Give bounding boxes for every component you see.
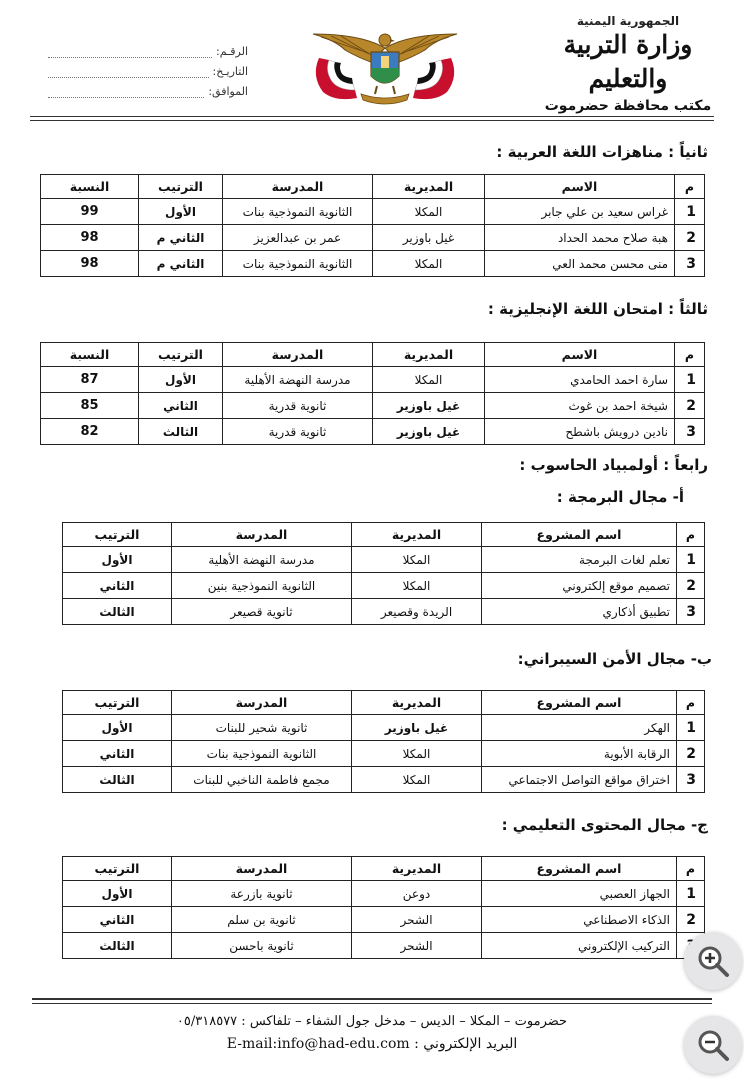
student-name: هبة صلاح محمد الحداد: [485, 225, 675, 251]
republic-name: الجمهورية اليمنية: [576, 14, 680, 28]
row-index: 3: [675, 251, 705, 277]
school: ثانوية بازرعة: [172, 881, 352, 907]
student-name: منى محسن محمد العي: [485, 251, 675, 277]
corresponding-field: الموافق :: [48, 78, 248, 98]
percentage: 98: [41, 251, 139, 277]
school: الثانوية النموذجية بنين: [172, 573, 352, 599]
reference-fields: [48, 38, 248, 98]
col-header: المدرسة: [172, 523, 352, 547]
english-results-table: [40, 342, 705, 445]
footer-address: حضرموت – المكلا – الديس – مدخل جول الشفاء – تلفاكس : ٠٥/٣١٨٥٧٧: [176, 1014, 568, 1029]
col-header: المدرسة: [172, 691, 352, 715]
date-label: التاريـخ: [216, 65, 248, 78]
row-index: 1: [675, 367, 705, 393]
directorate: المكلا: [352, 767, 482, 793]
col-header: النسبة: [41, 175, 139, 199]
rank: الثاني: [139, 393, 223, 419]
rank: الثالث: [139, 419, 223, 445]
directorate: المكلا: [352, 741, 482, 767]
percentage: 85: [41, 393, 139, 419]
directorate: المكلا: [352, 547, 482, 573]
col-header: الاسم: [485, 343, 675, 367]
school: الثانوية النموذجية بنات: [223, 199, 373, 225]
col-header: م: [677, 523, 705, 547]
project-name: الهكر: [482, 715, 677, 741]
school: مدرسة النهضة الأهلية: [223, 367, 373, 393]
col-header: المدرسة: [223, 343, 373, 367]
zoom-out-icon: [693, 1025, 733, 1065]
project-name: اختراق مواقع التواصل الاجتماعي: [482, 767, 677, 793]
table-header-row: [63, 691, 705, 715]
footer-email-label: البريد الإلكتروني :: [414, 1036, 518, 1052]
school: الثانوية النموذجية بنات: [172, 741, 352, 767]
project-name: الجهاز العصبي: [482, 881, 677, 907]
computer-section-title: رابعاً : أولمبياد الحاسوب :: [519, 456, 708, 474]
table-row: [63, 767, 705, 793]
percentage: 98: [41, 225, 139, 251]
row-index: 2: [677, 741, 705, 767]
col-header: الترتيب: [63, 523, 172, 547]
row-index: 1: [675, 199, 705, 225]
percentage: 87: [41, 367, 139, 393]
directorate: المكلا: [352, 573, 482, 599]
arabic-section-title: ثانياً : مناهزات اللغة العربية :: [496, 143, 708, 161]
col-header: الترتيب: [139, 175, 223, 199]
col-header: المدرسة: [223, 175, 373, 199]
col-header: المديرية: [352, 857, 482, 881]
col-header: الاسم: [485, 175, 675, 199]
rank: الأول: [63, 715, 172, 741]
table-row: [63, 715, 705, 741]
col-header: المديرية: [373, 343, 485, 367]
footer-email-line: [0, 1036, 744, 1052]
row-index: 2: [675, 393, 705, 419]
rank: الثاني م: [139, 251, 223, 277]
table-row: [63, 741, 705, 767]
row-index: 1: [677, 547, 705, 573]
school: مجمع فاطمة الناخبي للبنات: [172, 767, 352, 793]
zoom-in-icon: [693, 941, 733, 981]
project-name: تطبيق أذكاري: [482, 599, 677, 625]
project-name: الرقابة الأبوية: [482, 741, 677, 767]
project-name: التركيب الإلكتروني: [482, 933, 677, 959]
col-header: اسم المشروع: [482, 691, 677, 715]
col-header: المديرية: [352, 691, 482, 715]
cyber-subsection-title: ب- مجال الأمن السيبراني:: [517, 650, 712, 668]
col-header: اسم المشروع: [482, 523, 677, 547]
table-row: [41, 199, 705, 225]
school: مدرسة النهضة الأهلية: [172, 547, 352, 573]
col-header: المديرية: [352, 523, 482, 547]
cyber-results-table: [62, 690, 705, 793]
table-row: [41, 251, 705, 277]
col-header: م: [675, 175, 705, 199]
percentage: 99: [41, 199, 139, 225]
directorate: غيل باوزير: [373, 225, 485, 251]
table-row: [63, 907, 705, 933]
ref-number-label: الرقـم: [219, 45, 248, 58]
directorate: الشحر: [352, 933, 482, 959]
school: الثانوية النموذجية بنات: [223, 251, 373, 277]
col-header: المديرية: [373, 175, 485, 199]
row-index: 3: [677, 767, 705, 793]
student-name: نادين درويش باشطح: [485, 419, 675, 445]
student-name: شيخة احمد بن غوث: [485, 393, 675, 419]
directorate: غيل باوزير: [373, 419, 485, 445]
school: ثانوية قدرية: [223, 419, 373, 445]
table-row: [41, 393, 705, 419]
programming-results-table: [62, 522, 705, 625]
directorate: المكلا: [373, 367, 485, 393]
row-index: 2: [677, 573, 705, 599]
directorate: الشحر: [352, 907, 482, 933]
col-header: الترتيب: [63, 691, 172, 715]
english-section-title: ثالثاً : امتحان اللغة الإنجليزية :: [487, 300, 708, 318]
table-row: [41, 367, 705, 393]
rank: الأول: [63, 881, 172, 907]
corresponding-label: الموافق: [212, 85, 248, 98]
footer-email: E-mail:info@had-edu.com: [226, 1036, 410, 1052]
percentage: 82: [41, 419, 139, 445]
table-header-row: [63, 523, 705, 547]
header-divider-thin: [30, 120, 714, 121]
rank: الثاني: [63, 573, 172, 599]
col-header: اسم المشروع: [482, 857, 677, 881]
school: ثانوية شحير للبنات: [172, 715, 352, 741]
row-index: 1: [677, 881, 705, 907]
table-row: [63, 881, 705, 907]
content-subsection-title: ج- مجال المحتوى التعليمي :: [501, 816, 708, 834]
table-row: [63, 573, 705, 599]
student-name: سارة احمد الحامدي: [485, 367, 675, 393]
rank: الثالث: [63, 767, 172, 793]
ref-number-field: الرقـم :: [48, 38, 248, 58]
col-header: م: [677, 691, 705, 715]
student-name: غراس سعيد بن علي جابر: [485, 199, 675, 225]
row-index: 2: [677, 907, 705, 933]
zoom-in-button[interactable]: [684, 932, 742, 990]
col-header: النسبة: [41, 343, 139, 367]
table-header-row: [63, 857, 705, 881]
footer-divider: [32, 998, 712, 1000]
directorate: غيل باوزير: [373, 393, 485, 419]
office-name: مكتب محافظة حضرموت: [544, 98, 712, 114]
programming-subsection-title: أ- مجال البرمجة :: [556, 488, 684, 506]
ministry-header: [528, 14, 728, 114]
rank: الأول: [139, 367, 223, 393]
row-index: 3: [677, 599, 705, 625]
table-row: [41, 419, 705, 445]
rank: الثاني: [63, 907, 172, 933]
directorate: المكلا: [373, 199, 485, 225]
table-row: [63, 933, 705, 959]
school: ثانوية قدرية: [223, 393, 373, 419]
col-header: المدرسة: [172, 857, 352, 881]
col-header: م: [677, 857, 705, 881]
col-header: الترتيب: [63, 857, 172, 881]
table-header-row: [41, 175, 705, 199]
rank: الثاني: [63, 741, 172, 767]
ministry-name: وزارة التربية والتعليم: [563, 30, 693, 93]
rank: الثالث: [63, 933, 172, 959]
footer-divider-thin: [32, 1003, 712, 1004]
table-row: [41, 225, 705, 251]
row-index: 1: [677, 715, 705, 741]
directorate: دوعن: [352, 881, 482, 907]
directorate: الريدة وقصيعر: [352, 599, 482, 625]
table-row: [63, 599, 705, 625]
header-divider: [30, 116, 714, 117]
rank: الأول: [63, 547, 172, 573]
table-row: [63, 547, 705, 573]
content-results-table: [62, 856, 705, 959]
row-index: 2: [675, 225, 705, 251]
yemen-emblem-icon: [305, 28, 465, 110]
directorate: غيل باوزير: [352, 715, 482, 741]
project-name: الذكاء الاصطناعي: [482, 907, 677, 933]
table-header-row: [41, 343, 705, 367]
directorate: المكلا: [373, 251, 485, 277]
col-header: الترتيب: [139, 343, 223, 367]
school: ثانوية باحسن: [172, 933, 352, 959]
rank: الثاني م: [139, 225, 223, 251]
row-index: 3: [675, 419, 705, 445]
date-field: التاريـخ :: [48, 58, 248, 78]
arabic-results-table: [40, 174, 705, 277]
col-header: م: [675, 343, 705, 367]
project-name: تعلم لغات البرمجة: [482, 547, 677, 573]
project-name: تصميم موقع إلكتروني: [482, 573, 677, 599]
school: عمر بن عبدالعزيز: [223, 225, 373, 251]
rank: الأول: [139, 199, 223, 225]
school: ثانوية قصيعر: [172, 599, 352, 625]
rank: الثالث: [63, 599, 172, 625]
school: ثانوية بن سلم: [172, 907, 352, 933]
zoom-out-button[interactable]: [684, 1016, 742, 1074]
